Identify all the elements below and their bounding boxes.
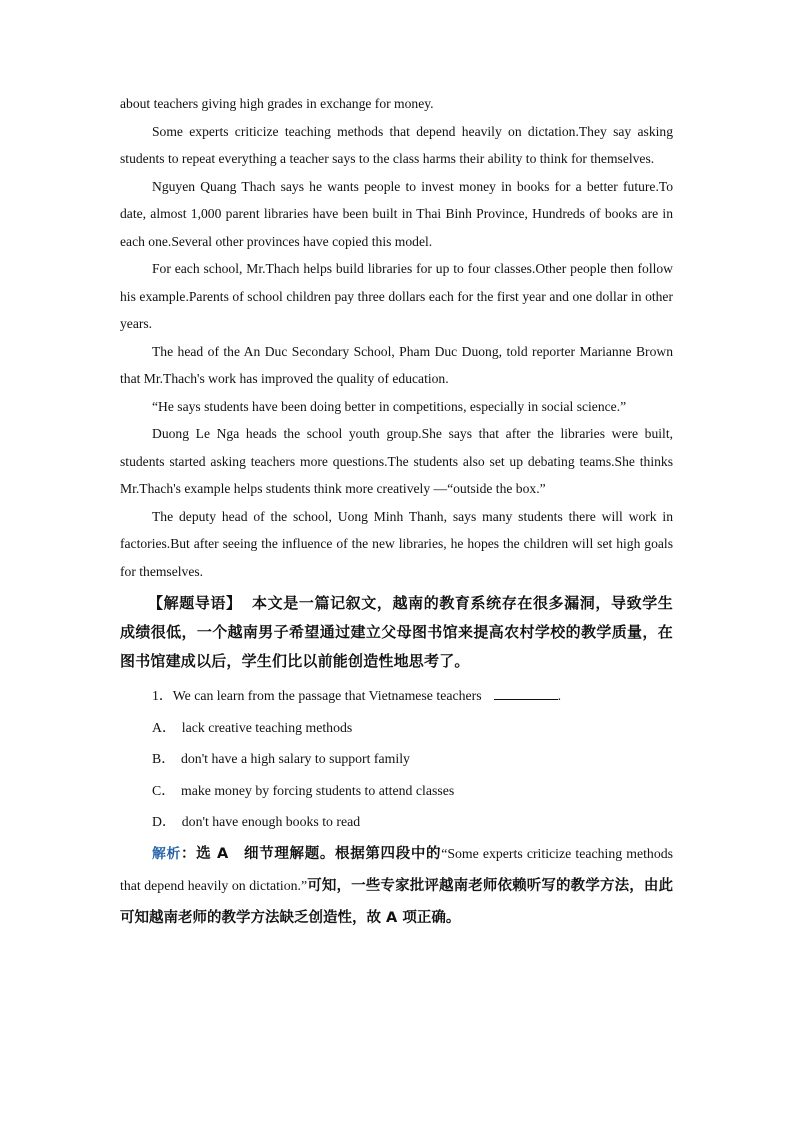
option-b <box>120 743 673 775</box>
question-stem <box>120 680 673 712</box>
passage-paragraph: Nguyen Quang Thach says he wants people to invest money in books for a better future.To date, almost 1,000 parent libraries have been built in Thai Binh Province, Hundreds of books are in each one.Several other provinces have copied this model. <box>120 178 673 249</box>
document-page <box>120 90 673 934</box>
option-text: don't have a high salary to support family <box>181 751 410 766</box>
answer-blank <box>494 687 558 700</box>
answer-quote: “Some experts criticize teaching methods that depend heavily on dictation.” <box>120 845 673 893</box>
option-d <box>120 806 673 838</box>
guide-tag: 【解题导语】 <box>148 594 242 612</box>
option-a <box>120 712 673 744</box>
answer-tail: 可知，一些专家批评越南老师依赖听写的教学方法，由此可知越南老师的教学方法缺乏创造性，故 A 项正确。 <box>120 877 673 926</box>
answer-label: 解析 <box>152 845 181 862</box>
passage-paragraph: The deputy head of the school, Uong Minh Thanh, says many students there will work in factories.But after seeing the influence of the new libraries, he hopes the children will set high goals for themselves. <box>120 508 673 579</box>
option-letter: A． <box>152 719 176 735</box>
reading-passage <box>120 90 673 585</box>
option-text: lack creative teaching methods <box>181 719 353 735</box>
option-letter: D． <box>152 814 176 829</box>
question-number: 1． <box>152 688 173 703</box>
passage-paragraph: “He says students have been doing better in competitions, especially in social science.” <box>152 398 627 414</box>
passage-paragraph: For each school, Mr.Thach helps build libraries for up to four classes.Other people then follow his example.Parents of school children pay three dollars each for the first year and one dollar in other years. <box>120 261 673 331</box>
passage-paragraph: Some experts criticize teaching methods that depend heavily on dictation.They say asking students to repeat everything a teacher says to the class harms their ability to think for themselves. <box>120 123 673 166</box>
option-letter: C． <box>152 782 175 798</box>
guide-paragraph <box>120 589 673 676</box>
question-text: We can learn from the passage that Vietnamese teachers <box>172 688 482 703</box>
option-c <box>120 775 673 807</box>
option-text: don't have enough books to read <box>181 814 361 829</box>
question-end: . <box>557 688 562 703</box>
option-letter: B． <box>152 751 175 766</box>
answer-explanation <box>120 838 673 934</box>
passage-paragraph: about teachers giving high grades in exchange for money. <box>120 96 434 111</box>
passage-paragraph: Duong Le Nga heads the school youth group.She says that after the libraries were built, students started asking teachers more questions.The students also set up debating teams.She thinks Mr.Thach's example helps students think more creatively —“outside the box.” <box>120 426 673 496</box>
option-text: make money by forcing students to attend classes <box>181 782 455 798</box>
passage-paragraph: The head of the An Duc Secondary School, Pham Duc Duong, told reporter Marianne Brown that Mr.Thach's work has improved the quality of education. <box>120 343 673 386</box>
guide-text: 本文是一篇记叙文，越南的教育系统存在很多漏洞，导致学生成绩很低，一个越南男子希望通过建立父母图书馆来提高农村学校的教学质量，在图书馆建成以后，学生们比以前能创造性地思考了。 <box>120 594 673 670</box>
answer-lead: ：选 A 细节理解题。根据第四段中的 <box>180 845 442 862</box>
option-list <box>120 712 673 838</box>
